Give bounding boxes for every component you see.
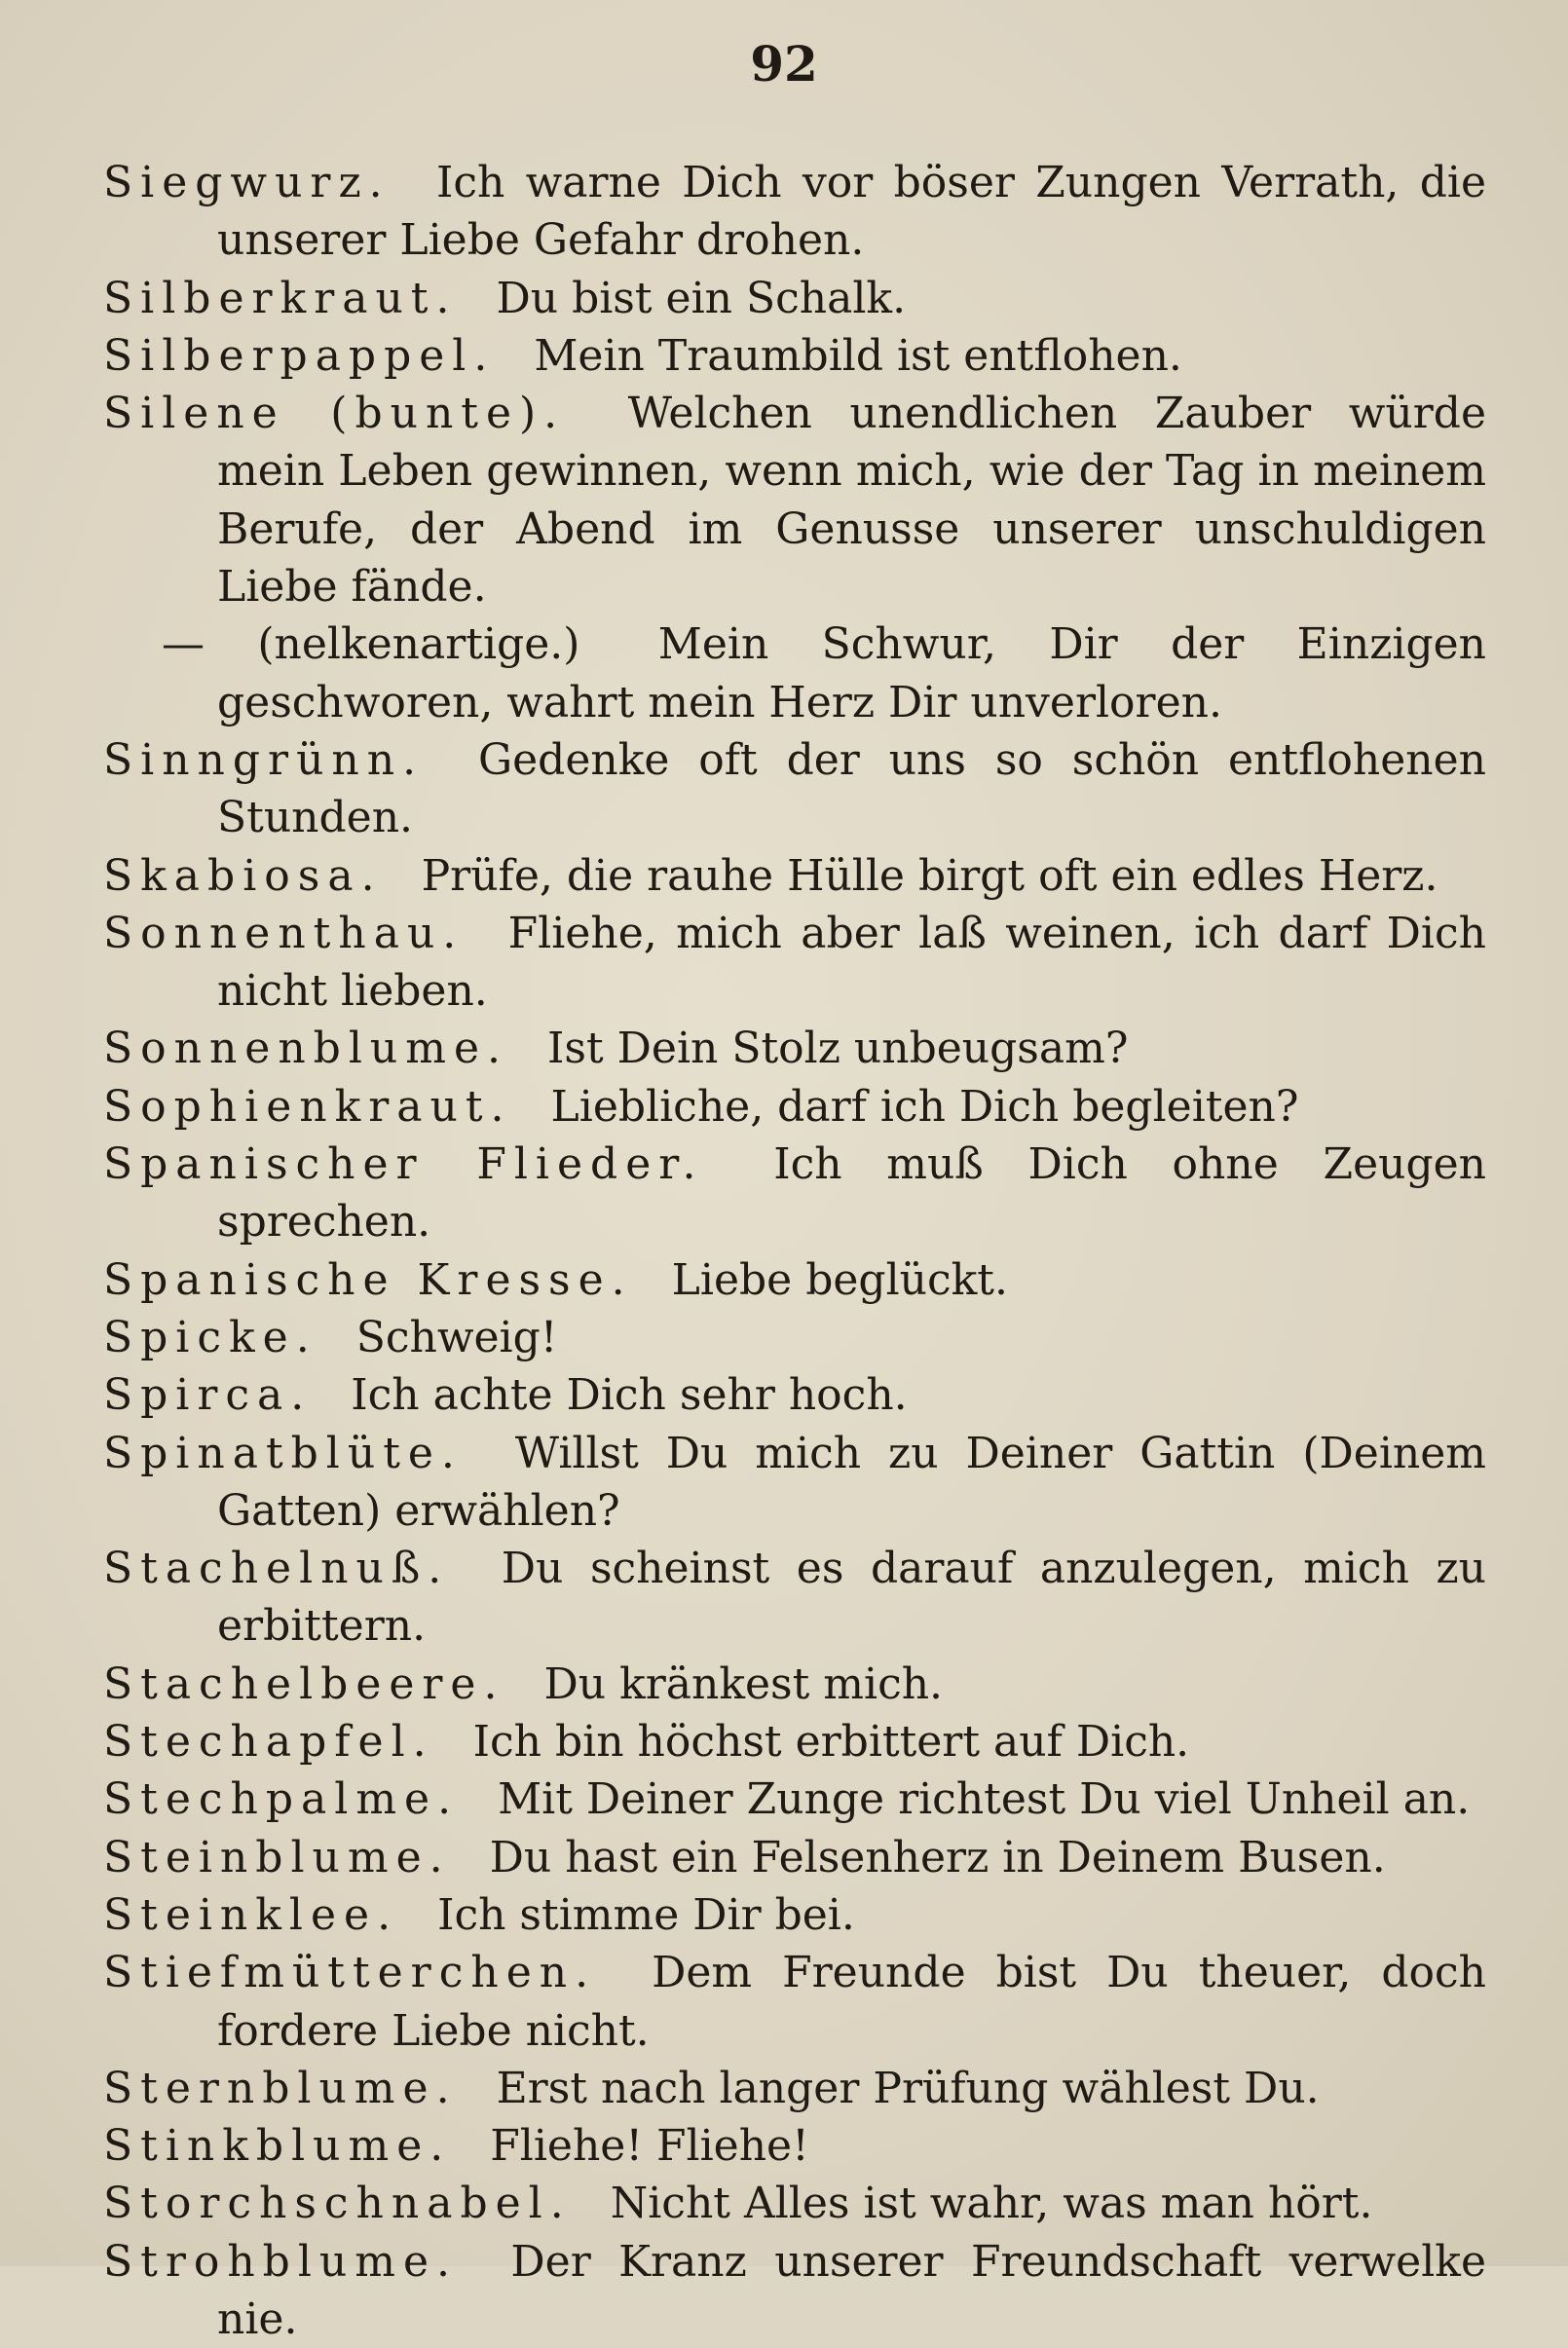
entry-text: Liebliche, darf ich Dich begleiten? xyxy=(550,1081,1299,1132)
entry-term: Sinngrünn. xyxy=(103,734,425,785)
entry-text: Ist Dein Stolz unbeugsam? xyxy=(547,1024,1129,1074)
entry-text: Erst nach langer Prüfung wählest Du. xyxy=(496,2063,1320,2113)
list-item xyxy=(103,1136,1486,1251)
entry-term: Stachelnuß. xyxy=(103,1544,450,1594)
entry-text: Ich achte Dich sehr hoch. xyxy=(351,1370,908,1421)
entry-term: Spanische Kresse. xyxy=(103,1254,633,1305)
entry-text: Welchen unendlichen Zauber würde mein Leben gewinnen, wenn mich, wie der Tag in meinem Berufe, der Abend im Genusse unserer unschuldigen Liebe fände. xyxy=(217,389,1486,613)
entry-term: Spirca. xyxy=(103,1370,313,1421)
entry-term: Silberkraut. xyxy=(103,273,458,323)
list-item xyxy=(103,2117,1486,2175)
list-item xyxy=(103,615,1486,731)
entry-term: Spanischer Flieder. xyxy=(103,1139,704,1190)
entry-term: Sternblume. xyxy=(103,2063,458,2113)
list-item xyxy=(103,1713,1486,1770)
entry-text: Willst Du mich zu Deiner Gattin (Deinem Gatten) erwählen? xyxy=(217,1428,1486,1536)
list-item xyxy=(103,1944,1486,2060)
page-number: 92 xyxy=(750,35,818,93)
list-item xyxy=(103,847,1486,905)
list-item xyxy=(103,1020,1486,1077)
list-item xyxy=(103,905,1486,1021)
entry-term: Silene (bunte). xyxy=(103,389,566,439)
entry-text: Ich muß Dich ohne Zeugen sprechen. xyxy=(217,1139,1486,1248)
entry-term: Spinatblüte. xyxy=(103,1428,463,1478)
entry-term: Skabiosa. xyxy=(103,850,383,901)
entry-text: Ich bin höchst erbittert auf Dich. xyxy=(472,1717,1190,1768)
entry-text: Du bist ein Schalk. xyxy=(496,273,907,323)
list-item xyxy=(103,1251,1486,1309)
entry-text: Liebe beglückt. xyxy=(671,1254,1008,1305)
entry-term: Siegwurz. xyxy=(103,158,391,207)
list-item xyxy=(103,2233,1486,2348)
entry-term: Spicke. xyxy=(103,1312,317,1362)
entry-term: Sophienkraut. xyxy=(103,1081,512,1132)
entry-text: Mein Schwur, Dir der Einzigen geschworen, wahrt mein Herz Dir unverloren. xyxy=(217,619,1486,727)
entry-text: Schweig! xyxy=(355,1312,558,1362)
entry-term: Stachelbeere. xyxy=(103,1659,505,1709)
list-item xyxy=(103,270,1486,327)
list-item xyxy=(103,327,1486,385)
entry-term: Stechapfel. xyxy=(103,1717,434,1768)
entry-text: Ich stimme Dir bei. xyxy=(437,1889,855,1940)
list-item xyxy=(103,1078,1486,1136)
entry-term: — (nelkenartige.) xyxy=(162,619,580,670)
entry-term: Stiefmütterchen. xyxy=(103,1948,597,1998)
entry-text: Prüfe, die rauhe Hülle birgt oft ein edles Herz. xyxy=(421,850,1438,901)
entry-term: Strohblume. xyxy=(103,2236,459,2287)
entry-term: Sonnenblume. xyxy=(103,1024,509,1074)
entry-term: Silberpappel. xyxy=(103,330,496,381)
list-item xyxy=(103,385,1486,615)
entry-term: Steinblume. xyxy=(103,1832,451,1882)
list-item xyxy=(103,1309,1486,1366)
list-item xyxy=(103,1829,1486,1886)
list-item xyxy=(103,154,1486,270)
entry-term: Storchschnabel. xyxy=(103,2179,572,2229)
entry-term: Stechpalme. xyxy=(103,1774,460,1825)
list-item xyxy=(103,1656,1486,1713)
list-item xyxy=(103,1886,1486,1944)
entry-text: Ich warne Dich vor böser Zungen Verrath, die unserer Liebe Gefahr drohen. xyxy=(217,158,1486,266)
entry-text: Mein Traumbild ist entflohen. xyxy=(534,330,1182,381)
entry-term: Steinklee. xyxy=(103,1889,399,1940)
entry-text: Du scheinst es darauf anzulegen, mich zu erbittern. xyxy=(217,1544,1486,1652)
entry-text: Du hast ein Felsenherz in Deinem Busen. xyxy=(489,1832,1386,1882)
list-item xyxy=(103,2060,1486,2117)
list-item xyxy=(103,1770,1486,1828)
list-item xyxy=(103,1425,1486,1541)
entry-text: Fliehe, mich aber laß weinen, ich darf Dich nicht lieben. xyxy=(217,908,1486,1017)
list-item xyxy=(103,2175,1486,2232)
entry-text: Der Kranz unserer Freundschaft verwelke nie. xyxy=(217,2236,1486,2344)
list-item xyxy=(103,1540,1486,1656)
list-item xyxy=(103,1366,1486,1424)
entry-list xyxy=(103,154,1486,2348)
list-item xyxy=(103,731,1486,847)
entry-text: Du kränkest mich. xyxy=(543,1659,944,1709)
entry-text: Dem Freunde bist Du theuer, doch fordere Liebe nicht. xyxy=(217,1948,1486,2056)
entry-text: Gedenke oft der uns so schön entflohenen Stunden. xyxy=(217,734,1486,843)
entry-text: Nicht Alles ist wahr, was man hört. xyxy=(610,2179,1373,2229)
entry-term: Sonnenthau. xyxy=(103,908,465,958)
entry-text: Fliehe! Fliehe! xyxy=(490,2121,809,2172)
entry-term: Stinkblume. xyxy=(103,2121,452,2172)
entry-text: Mit Deiner Zunge richtest Du viel Unheil an. xyxy=(498,1774,1471,1825)
